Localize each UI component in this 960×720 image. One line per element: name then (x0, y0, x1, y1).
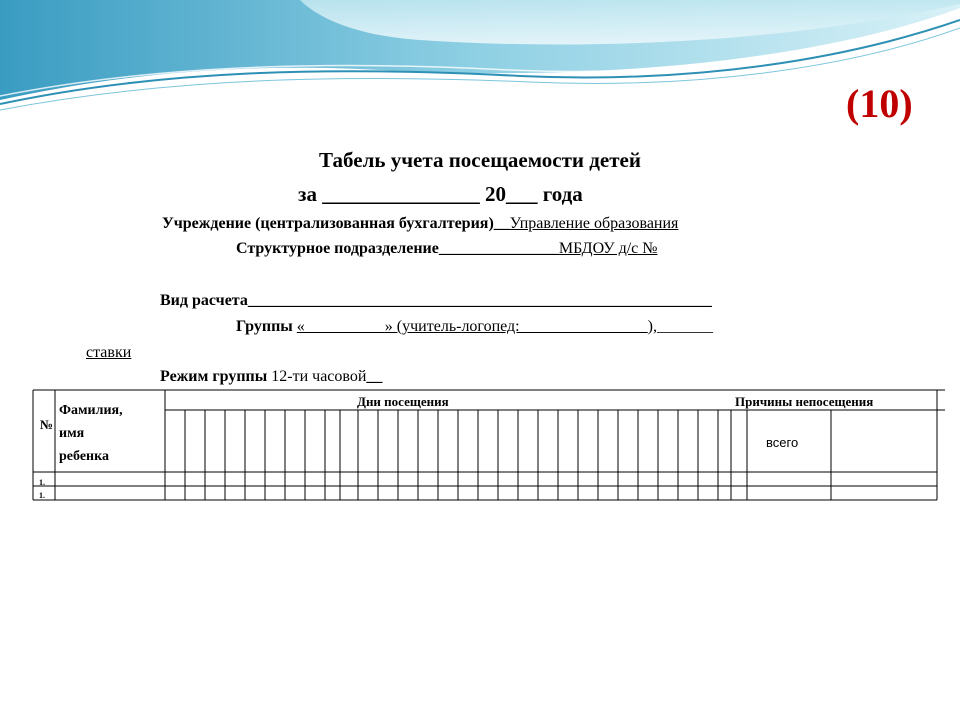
col-days-header: Дни посещения (357, 394, 449, 409)
groups-suffix: _______ (656, 318, 713, 335)
subdivision-label: Структурное подразделение_______________ (236, 240, 559, 257)
institution-label: Учреждение (централизованная бухгалтерия)__ (162, 215, 510, 232)
mode-suffix: __ (366, 368, 383, 385)
groups-value: «__________» (учитель-логопед:________________), (296, 318, 657, 335)
row-number-2: 1. (39, 491, 45, 500)
row-number-1: 1. (39, 478, 45, 487)
groups-label: Группы (236, 318, 297, 335)
rate-line: ставки (86, 344, 132, 361)
col-number-header: № (40, 417, 54, 432)
subdivision-value: МБДОУ д/с № (558, 240, 658, 257)
document-title: Табель учета посещаемости детей (319, 148, 641, 172)
period-line: за _______________ 20___ года (298, 182, 583, 206)
col-reasons-header: Причины непосещения (735, 394, 874, 409)
col-total-header: всего (766, 435, 799, 450)
col-name-header-2: имя (59, 426, 85, 441)
mode-label: Режим группы (160, 368, 272, 385)
mode-value: 12-ти часовой (271, 368, 367, 385)
calc-type-line: Вид расчета__________________________________________________________ (160, 292, 712, 309)
slide-number: (10) (846, 81, 913, 126)
col-name-header-3: ребенка (59, 449, 109, 464)
institution-value: Управление образования (509, 215, 679, 232)
col-name-header-1: Фамилия, (59, 403, 123, 418)
